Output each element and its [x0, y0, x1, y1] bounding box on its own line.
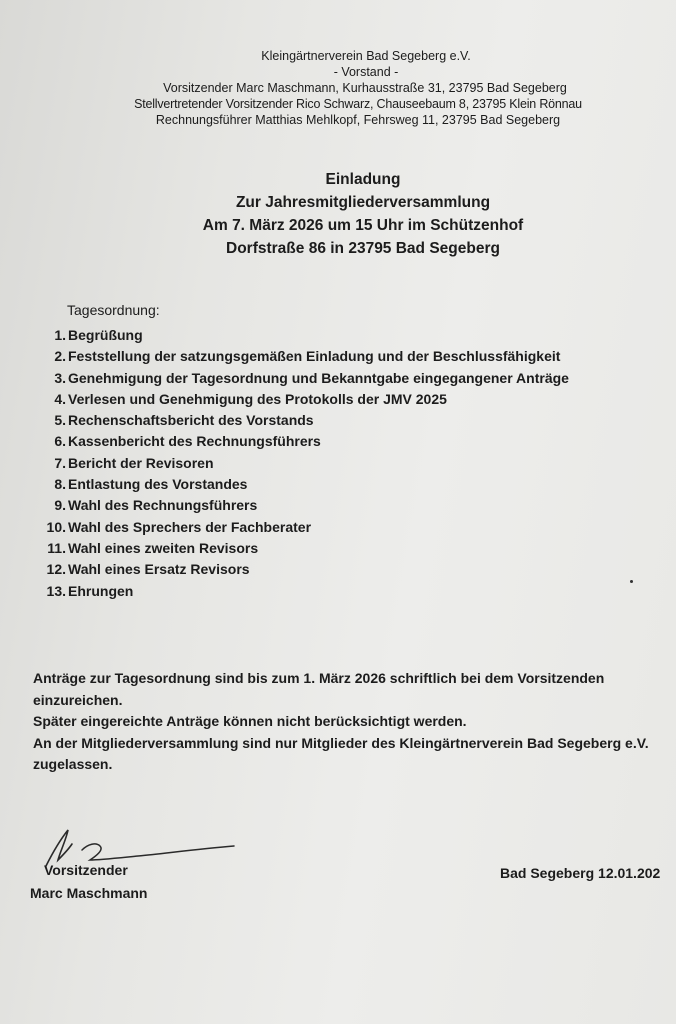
notes-block	[33, 668, 673, 776]
scan-speck	[630, 580, 633, 583]
agenda-item-text: Verlesen und Genehmigung des Protokolls der JMV 2025	[68, 390, 447, 407]
notes-late-submissions: Später eingereichte Anträge können nicht berücksichtigt werden.	[33, 713, 467, 729]
agenda-item-text: Feststellung der satzungsgemäßen Einladung und der Beschlussfähigkeit	[68, 348, 561, 365]
notes-deadline: Anträge zur Tagesordnung sind bis zum 1. März 2026 schriftlich bei dem Vorsitzenden einzureichen.	[33, 670, 605, 708]
agenda-item-number: 9.	[54, 497, 66, 514]
agenda-item-text: Wahl eines zweiten Revisors	[68, 539, 259, 556]
agenda-item-text: Kassenbericht des Rechnungsführers	[68, 433, 321, 450]
agenda-item	[38, 474, 569, 495]
agenda-item	[38, 559, 569, 580]
agenda-item-text: Wahl eines Ersatz Revisors	[68, 561, 250, 578]
agenda-item	[38, 325, 569, 346]
agenda-item-text: Ehrungen	[68, 582, 134, 599]
agenda-item	[38, 431, 569, 452]
vice-chair-line: Stellvertretender Vorsitzender Rico Schwarz, Chauseebaum 8, 23795 Klein Rönnau	[134, 97, 582, 111]
agenda-item-number: 3.	[54, 369, 66, 386]
invitation-title: Einladung	[325, 171, 401, 188]
board-label: - Vorstand -	[333, 65, 399, 79]
agenda-item	[38, 389, 569, 410]
treasurer-line: Rechnungsführer Matthias Mehlkopf, Fehrsweg 11, 23795 Bad Segeberg	[155, 113, 561, 127]
agenda-item	[38, 495, 569, 516]
agenda-item-number: 7.	[54, 454, 66, 471]
signatory-role: Vorsitzender	[44, 862, 128, 878]
agenda-title: Tagesordnung:	[67, 302, 160, 318]
agenda-item-number: 13.	[46, 582, 66, 599]
place-and-date: Bad Segeberg 12.01.202	[500, 865, 661, 881]
invitation-address-line: Dorfstraße 86 in 23795 Bad Segeberg	[226, 240, 500, 257]
signatory-name: Marc Maschmann	[30, 885, 148, 901]
agenda-item-text: Genehmigung der Tagesordnung und Bekanntgabe eingegangener Anträge	[68, 369, 569, 386]
agenda-item-number: 6.	[54, 433, 66, 450]
notes-members-only: An der Mitgliederversammlung sind nur Mitglieder des Kleingärtnerverein Bad Segeberg e.V. zugelassen.	[33, 734, 649, 772]
agenda-item	[38, 410, 569, 431]
agenda-item-number: 1.	[54, 327, 66, 343]
agenda-list	[38, 325, 569, 602]
chair-line: Vorsitzender Marc Maschmann, Kurhausstraße 31, 23795 Bad Segeberg	[163, 81, 567, 95]
agenda-item	[38, 538, 569, 559]
agenda-item-text: Entlastung des Vorstandes	[68, 476, 248, 493]
agenda-item-number: 4.	[54, 390, 66, 407]
agenda-item-text: Wahl des Rechnungsführers	[68, 497, 258, 514]
letterhead	[0, 48, 676, 128]
agenda-item-number: 11.	[47, 539, 66, 556]
agenda-item-text: Begrüßung	[68, 327, 143, 343]
agenda-item-text: Rechenschaftsbericht des Vorstands	[68, 412, 314, 429]
agenda-item-number: 5.	[54, 412, 66, 429]
invitation-block	[0, 168, 676, 260]
agenda-item-number: 8.	[54, 476, 66, 493]
agenda-item-text: Bericht der Revisoren	[68, 454, 214, 471]
agenda-item	[38, 517, 569, 538]
agenda-item-number: 2.	[54, 348, 66, 365]
agenda-item-text: Wahl des Sprechers der Fachberater	[68, 518, 312, 535]
agenda-item-number: 12.	[46, 561, 66, 578]
invitation-date-line: Am 7. März 2026 um 15 Uhr im Schützenhof	[202, 217, 524, 234]
invitation-subtitle: Zur Jahresmitgliederversammlung	[235, 194, 491, 211]
agenda-item-number: 10.	[46, 518, 66, 535]
association-name: Kleingärtnerverein Bad Segeberg e.V.	[261, 49, 471, 63]
agenda-item	[38, 453, 569, 474]
agenda-item	[38, 346, 569, 367]
agenda-item	[38, 581, 569, 602]
agenda-item	[38, 368, 569, 389]
